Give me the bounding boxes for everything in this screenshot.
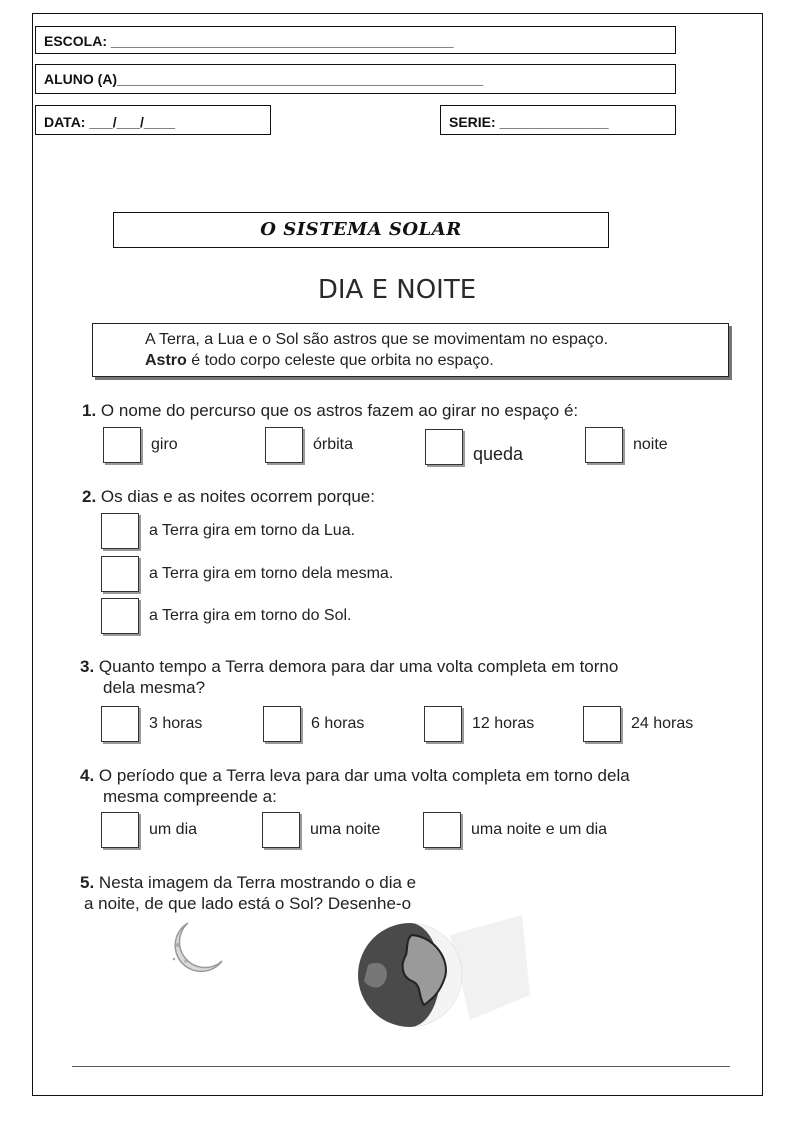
school-field[interactable] [35, 26, 676, 54]
option-label: a Terra gira em torno da Lua. [149, 522, 356, 539]
checkbox[interactable] [423, 812, 461, 848]
page-subtitle: DIA E NOITE [317, 275, 477, 305]
option-label: uma noite [310, 821, 381, 838]
page-title: O SISTEMA SOLAR [113, 212, 609, 248]
option-6-horas[interactable] [263, 706, 364, 742]
option-lua[interactable] [101, 513, 355, 549]
option-queda[interactable] [425, 429, 523, 465]
option-12-horas[interactable] [424, 706, 534, 742]
question-1 [82, 400, 578, 421]
definition-box [92, 323, 729, 377]
grade-label: SERIE: ______________ [449, 114, 609, 130]
question-text: O nome do percurso que os astros fazem ao girar no espaço é: [100, 401, 579, 420]
question-text-cont: a noite, de que lado está o Sol? Desenhe-o [84, 894, 412, 913]
option-noite-e-dia[interactable] [423, 812, 607, 848]
option-label: a Terra gira em torno do Sol. [149, 607, 352, 624]
option-label: giro [151, 436, 178, 453]
option-label: noite [633, 436, 668, 453]
option-label: 24 horas [631, 715, 694, 732]
question-number: 2. [82, 487, 97, 506]
option-label: órbita [313, 436, 354, 453]
earth-icon [358, 923, 462, 1027]
definition-term: Astro [145, 352, 187, 369]
checkbox[interactable] [101, 556, 139, 592]
checkbox[interactable] [101, 706, 139, 742]
school-label: ESCOLA: ____________________________________________ [44, 33, 454, 49]
moon-icon [173, 923, 222, 971]
checkbox[interactable] [101, 513, 139, 549]
checkbox[interactable] [265, 427, 303, 463]
option-sol[interactable] [101, 598, 351, 634]
option-label: 12 horas [472, 715, 535, 732]
definition-line-2 [145, 350, 728, 371]
date-field[interactable] [35, 105, 271, 135]
option-giro[interactable] [103, 427, 178, 463]
definition-line-1: A Terra, a Lua e o Sol são astros que se movimentam no espaço. [145, 331, 609, 348]
checkbox[interactable] [101, 812, 139, 848]
student-label: ALUNO (A)_______________________________________________ [44, 71, 484, 87]
grade-field[interactable] [440, 105, 676, 135]
checkbox[interactable] [425, 429, 463, 465]
option-3-horas[interactable] [101, 706, 202, 742]
option-orbita[interactable] [265, 427, 353, 463]
option-uma-noite[interactable] [262, 812, 380, 848]
question-text: O período que a Terra leva para dar uma volta completa em torno dela [98, 766, 630, 785]
checkbox[interactable] [585, 427, 623, 463]
date-label: DATA: ___/___/____ [44, 114, 175, 130]
option-label: uma noite e um dia [471, 821, 608, 838]
option-24-horas[interactable] [583, 706, 693, 742]
question-text-cont: dela mesma? [103, 678, 206, 697]
option-noite[interactable] [585, 427, 668, 463]
checkbox[interactable] [262, 812, 300, 848]
question-text: Nesta imagem da Terra mostrando o dia e [98, 873, 417, 892]
question-text-cont: mesma compreende a: [103, 787, 277, 806]
option-label: 3 horas [149, 715, 203, 732]
checkbox[interactable] [103, 427, 141, 463]
question-3 [80, 656, 618, 698]
option-label: 6 horas [311, 715, 365, 732]
question-number: 4. [80, 766, 95, 785]
question-text: Quanto tempo a Terra demora para dar uma volta completa em torno [98, 657, 619, 676]
checkbox[interactable] [583, 706, 621, 742]
answer-line[interactable] [72, 1066, 730, 1067]
option-label: um dia [149, 821, 198, 838]
option-label: a Terra gira em torno dela mesma. [149, 565, 394, 582]
question-4 [80, 765, 630, 807]
option-um-dia[interactable] [101, 812, 197, 848]
definition-text: é todo corpo celeste que orbita no espaço. [186, 352, 494, 369]
question-2 [82, 486, 375, 507]
student-field[interactable] [35, 64, 676, 94]
sunlight-beam [450, 915, 530, 1020]
option-ela-mesma[interactable] [101, 556, 393, 592]
question-number: 1. [82, 401, 97, 420]
checkbox[interactable] [263, 706, 301, 742]
checkbox[interactable] [424, 706, 462, 742]
question-number: 3. [80, 657, 95, 676]
option-label: queda [473, 443, 524, 464]
checkbox[interactable] [101, 598, 139, 634]
question-text: Os dias e as noites ocorrem porque: [100, 487, 375, 506]
earth-moon-illustration [150, 915, 550, 1035]
question-number: 5. [80, 873, 95, 892]
question-5 [80, 872, 416, 914]
